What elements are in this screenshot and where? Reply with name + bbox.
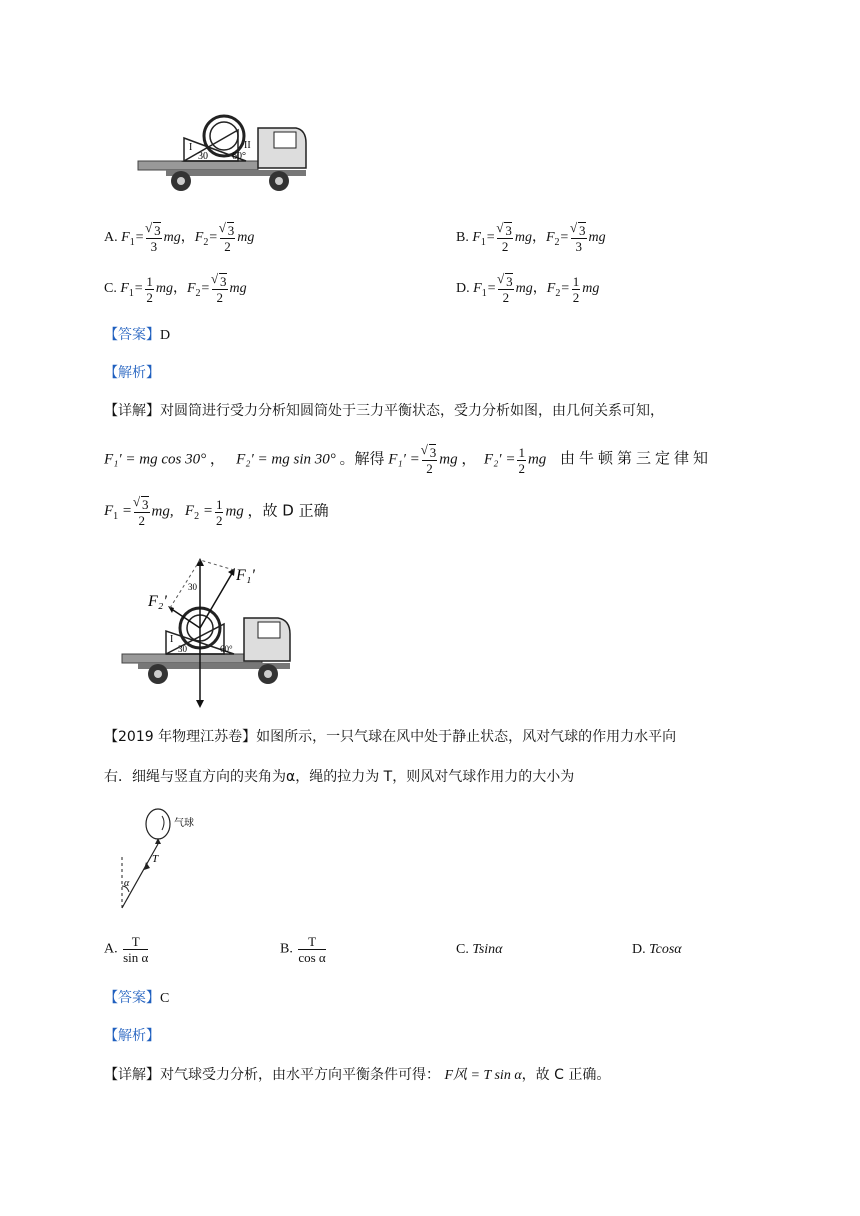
- tension-label: T: [152, 853, 159, 865]
- option-c: C. $F_1=$ $\frac{1}{2}$ mg，$F_2=$ √ $\frac{3}{2}$ mg: [104, 273, 247, 305]
- fig2-angle1: 30: [178, 644, 187, 654]
- fig2-angle-30: 30: [188, 582, 197, 592]
- fig1-angle-30: 30: [198, 151, 208, 162]
- q2-analysis-tag: 【解析】: [104, 1028, 160, 1044]
- q1-final-line: $F_1$ = √ $\frac{3}{2}$ mg, $F_2$ = $\frac{1}{2}$ mg ，故 D 正确: [104, 496, 329, 528]
- fig2-label-I: I: [170, 634, 174, 645]
- truck-figure-1: [136, 108, 316, 200]
- fig2-label-F1: F₁': [236, 567, 255, 584]
- q2-stem-line1: 【2019 年物理江苏卷】如图所示，一只气球在风中处于静止状态，风对气球的作用力水平向: [104, 729, 677, 745]
- q2-detail: 【详解】对气球受力分析，由水平方向平衡条件可得： F风 = T sin α，故 C 正确。: [104, 1067, 611, 1083]
- q1-analysis-tag: 【解析】: [104, 365, 160, 381]
- fig2-angle2: 60°: [220, 644, 233, 654]
- balloon-figure: [114, 800, 224, 912]
- option-b: B. $F_1=$ √ $\frac{3}{2}$ mg，$F_2=$ √ $\frac{3}{3}$ mg: [456, 222, 606, 254]
- option-a: A. $F_1=$ √ $\frac{3}{3}$ mg，$F_2=$ √ $\frac{3}{2}$ mg: [104, 222, 254, 254]
- q1-equation-line: F₁′ = mg cos 30° ， F₂′ = mg sin 30° 。解得 F₁′ = √ $\frac{3}{2}$ mg ， F₂′ = $\frac{1}{2}$ mg 由牛顿第三定律知: [104, 444, 712, 476]
- fig2-label-F2: F₂': [148, 593, 167, 610]
- force-diagram-figure: [118, 556, 318, 712]
- angle-label: α: [124, 878, 130, 889]
- q2-answer: 【答案】C: [104, 990, 170, 1006]
- balloon-label: 气球: [174, 818, 194, 829]
- q2-option-b: B. $\frac{T}{\text{cos α}}$: [280, 934, 326, 965]
- q1-answer: 【答案】D: [104, 327, 171, 343]
- q2-option-d: D. Tcosα: [632, 942, 682, 957]
- q1-detail: 【详解】对圆筒进行受力分析知圆筒处于三力平衡状态，受力分析如图，由几何关系可知，: [104, 403, 664, 419]
- q2-option-a: A. $\frac{T}{\text{sin α}}$: [104, 934, 149, 965]
- fig1-label-II: II: [244, 140, 251, 151]
- q2-option-c: C. Tsinα: [456, 942, 503, 957]
- option-d: D. $F_1=$ √ $\frac{3}{2}$ mg，$F_2=$ $\frac{1}{2}$ mg: [456, 273, 599, 305]
- q2-stem-line2: 右．细绳与竖直方向的夹角为α，绳的拉力为 T，则风对气球作用力的大小为: [104, 769, 575, 785]
- fig1-angle-60: 60°: [232, 151, 246, 162]
- fig1-label-I: I: [189, 142, 193, 153]
